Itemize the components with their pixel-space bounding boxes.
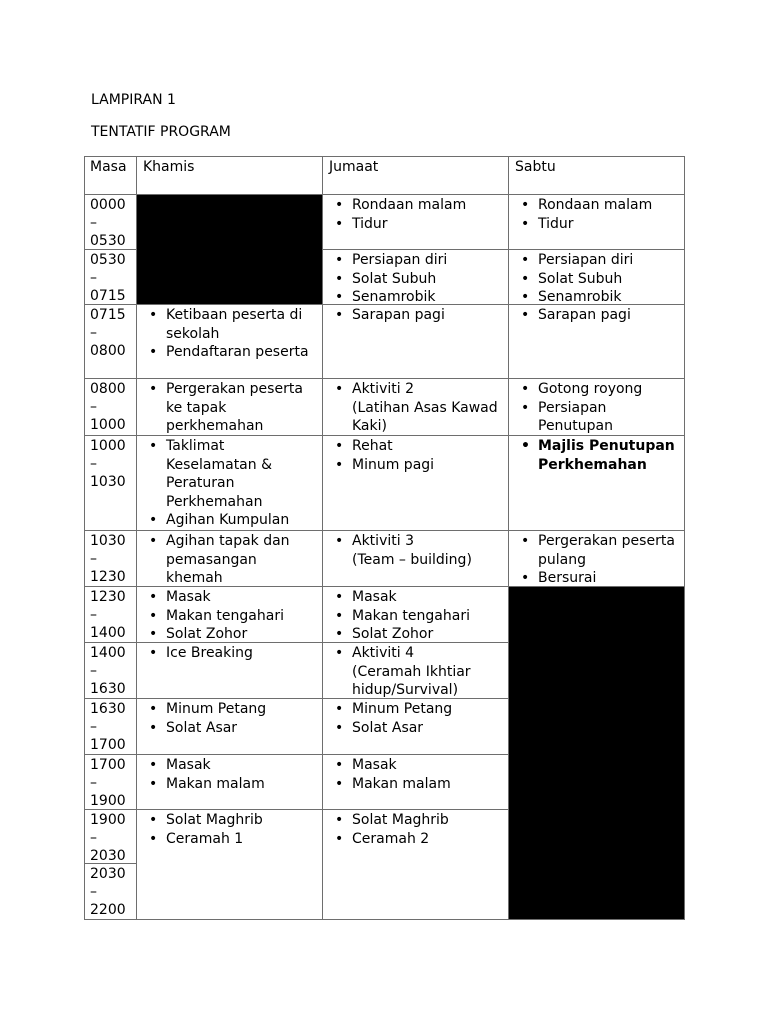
list-item: • Makan tengahari (143, 607, 316, 626)
document-title: TENTATIF PROGRAM (91, 124, 231, 140)
time-dash: – (90, 456, 97, 473)
jumaat-1400-cell (322, 642, 509, 699)
list-item: • Solat Zohor (329, 625, 502, 643)
activity-list (329, 532, 502, 551)
list-item: • Senamrobik (329, 288, 502, 305)
list-item: • Makan tengahari (329, 607, 502, 626)
time-slot (84, 586, 137, 643)
time-slot (84, 378, 137, 436)
list-item: • Solat Subuh (515, 270, 678, 289)
document-label: LAMPIRAN 1 (91, 92, 176, 108)
list-item: • Agihan Kumpulan (143, 511, 316, 530)
list-item: • Masak (143, 756, 316, 775)
list-item: • Masak (329, 588, 502, 607)
list-item: • Solat Asar (143, 719, 316, 738)
time-start: 0715 (90, 307, 126, 323)
sabtu-0530-cell (508, 249, 685, 305)
time-start: 0800 (90, 381, 126, 397)
header-khamis: Khamis (136, 156, 323, 195)
sabtu-0715-cell (508, 304, 685, 379)
time-dash: – (90, 775, 97, 792)
list-item: • Rondaan malam (329, 196, 502, 215)
list-item: • Minum Petang (329, 700, 502, 719)
activity-list (329, 306, 502, 325)
time-dash: – (90, 399, 97, 416)
time-dash: – (90, 719, 97, 736)
activity-note: (Latihan Asas Kawad Kaki) (352, 399, 498, 435)
list-item: • Solat Subuh (329, 270, 502, 289)
list-item: • Persiapan Penutupan (515, 399, 678, 436)
list-item: • Ketibaan peserta di sekolah (143, 306, 316, 343)
list-item: • Tidur (329, 215, 502, 234)
khamis-1700-cell (136, 754, 323, 810)
khamis-1000-cell (136, 435, 323, 531)
list-item: • Majlis Penutupan Perkhemahan (515, 437, 678, 474)
activity-list (143, 588, 316, 643)
time-dash: – (90, 551, 97, 568)
jumaat-0530-cell (322, 249, 509, 305)
khamis-0715-cell (136, 304, 323, 379)
time-start: 1000 (90, 438, 126, 454)
sabtu-1030-cell (508, 530, 685, 587)
list-item: • Sarapan pagi (329, 306, 502, 325)
list-item: • Aktiviti 4 (329, 644, 502, 663)
time-slot (84, 698, 137, 755)
activity-list (515, 196, 678, 233)
time-end: 1230 (90, 569, 126, 586)
time-slot (84, 863, 137, 920)
activity-list (143, 437, 316, 530)
time-end: 1700 (90, 737, 126, 754)
jumaat-0800-cell (322, 378, 509, 436)
time-end: 0715 (90, 288, 126, 305)
activity-list (329, 756, 502, 793)
jumaat-1700-cell (322, 754, 509, 810)
jumaat-1000-cell (322, 435, 509, 531)
time-slot (84, 194, 137, 250)
activity-list (515, 532, 678, 587)
activity-list (143, 380, 316, 436)
list-item: • Pendaftaran peserta (143, 343, 316, 362)
time-dash: – (90, 663, 97, 680)
list-item: • Ice Breaking (143, 644, 316, 663)
time-dash: – (90, 270, 97, 287)
activity-list (329, 700, 502, 737)
khamis-0800-cell (136, 378, 323, 436)
list-item: • Solat Asar (329, 719, 502, 738)
activity-note: (Team – building) (352, 551, 472, 568)
activity-list (515, 380, 678, 436)
time-end: 1000 (90, 417, 126, 434)
activity-list (515, 251, 678, 305)
list-item: • Rehat (329, 437, 502, 456)
list-item: • Solat Zohor (143, 625, 316, 643)
time-dash: – (90, 325, 97, 342)
activity-list (143, 532, 316, 587)
time-start: 1230 (90, 589, 126, 605)
jumaat-1900-cell (322, 809, 509, 920)
activity-list (515, 306, 678, 325)
header-sabtu: Sabtu (508, 156, 685, 195)
activity-list (143, 306, 316, 362)
list-item: • Aktiviti 3 (329, 532, 502, 551)
time-slot (84, 304, 137, 379)
list-item: • Solat Maghrib (329, 811, 502, 830)
sabtu-1000-cell (508, 435, 685, 531)
list-item: • Pergerakan peserta pulang (515, 532, 678, 569)
sabtu-0000-cell (508, 194, 685, 250)
time-end: 0800 (90, 343, 126, 360)
list-item: • Agihan tapak dan pemasangan khemah (143, 532, 316, 587)
time-start: 1630 (90, 701, 126, 717)
time-start: 1030 (90, 533, 126, 549)
time-dash: – (90, 830, 97, 847)
list-item: • Makan malam (329, 775, 502, 794)
time-dash: – (90, 884, 97, 901)
activity-list (329, 588, 502, 643)
time-slot (84, 642, 137, 699)
list-item: • Bersurai (515, 569, 678, 587)
list-item: • Senamrobik (515, 288, 678, 305)
jumaat-1030-cell (322, 530, 509, 587)
time-end: 2030 (90, 848, 126, 864)
list-item: • Aktiviti 2 (329, 380, 502, 399)
activity-list (515, 437, 678, 474)
list-item: • Pergerakan peserta ke tapak perkhemahan (143, 380, 316, 436)
khamis-1030-cell (136, 530, 323, 587)
jumaat-1630-cell (322, 698, 509, 755)
list-item: • Tidur (515, 215, 678, 234)
blocked-cell (508, 586, 685, 920)
time-slot (84, 530, 137, 587)
jumaat-0715-cell (322, 304, 509, 379)
list-item: • Persiapan diri (329, 251, 502, 270)
time-start: 1400 (90, 645, 126, 661)
time-slot (84, 249, 137, 305)
activity-list (329, 644, 502, 663)
list-item: • Persiapan diri (515, 251, 678, 270)
activity-list (143, 700, 316, 737)
activity-list (143, 811, 316, 848)
time-slot (84, 435, 137, 531)
activity-list (143, 756, 316, 793)
khamis-1900-cell (136, 809, 323, 920)
jumaat-1230-cell (322, 586, 509, 643)
header-masa: Masa (84, 156, 137, 195)
time-start: 2030 (90, 866, 126, 882)
time-slot (84, 809, 137, 864)
list-item: • Solat Maghrib (143, 811, 316, 830)
header-jumaat: Jumaat (322, 156, 509, 195)
list-item: • Masak (143, 588, 316, 607)
list-item: • Minum Petang (143, 700, 316, 719)
khamis-1400-cell (136, 642, 323, 699)
time-start: 0000 (90, 197, 126, 213)
list-item: • Makan malam (143, 775, 316, 794)
time-end: 1400 (90, 625, 126, 642)
list-item: • Ceramah 2 (329, 830, 502, 849)
time-dash: – (90, 215, 97, 232)
khamis-1230-cell (136, 586, 323, 643)
activity-list (329, 380, 502, 399)
time-start: 0530 (90, 252, 126, 268)
time-start: 1700 (90, 757, 126, 773)
list-item: • Minum pagi (329, 456, 502, 475)
time-dash: – (90, 607, 97, 624)
time-end: 0530 (90, 233, 126, 250)
time-end: 2200 (90, 902, 126, 919)
activity-list (329, 437, 502, 474)
list-item: • Sarapan pagi (515, 306, 678, 325)
time-start: 1900 (90, 812, 126, 828)
activity-list (329, 196, 502, 233)
list-item: • Masak (329, 756, 502, 775)
khamis-1630-cell (136, 698, 323, 755)
activity-list (143, 644, 316, 663)
blocked-cell (136, 194, 323, 305)
jumaat-0000-cell (322, 194, 509, 250)
list-item: • Rondaan malam (515, 196, 678, 215)
list-item: • Ceramah 1 (143, 830, 316, 849)
list-item: • Gotong royong (515, 380, 678, 399)
time-end: 1630 (90, 681, 126, 698)
activity-list (329, 251, 502, 305)
time-end: 1900 (90, 793, 126, 810)
activity-list (329, 811, 502, 848)
time-end: 1030 (90, 474, 126, 491)
sabtu-0800-cell (508, 378, 685, 436)
list-item: • Taklimat Keselamatan & Peraturan Perkhemahan (143, 437, 316, 511)
time-slot (84, 754, 137, 810)
activity-note: (Ceramah Ikhtiar hidup/Survival) (352, 663, 471, 699)
